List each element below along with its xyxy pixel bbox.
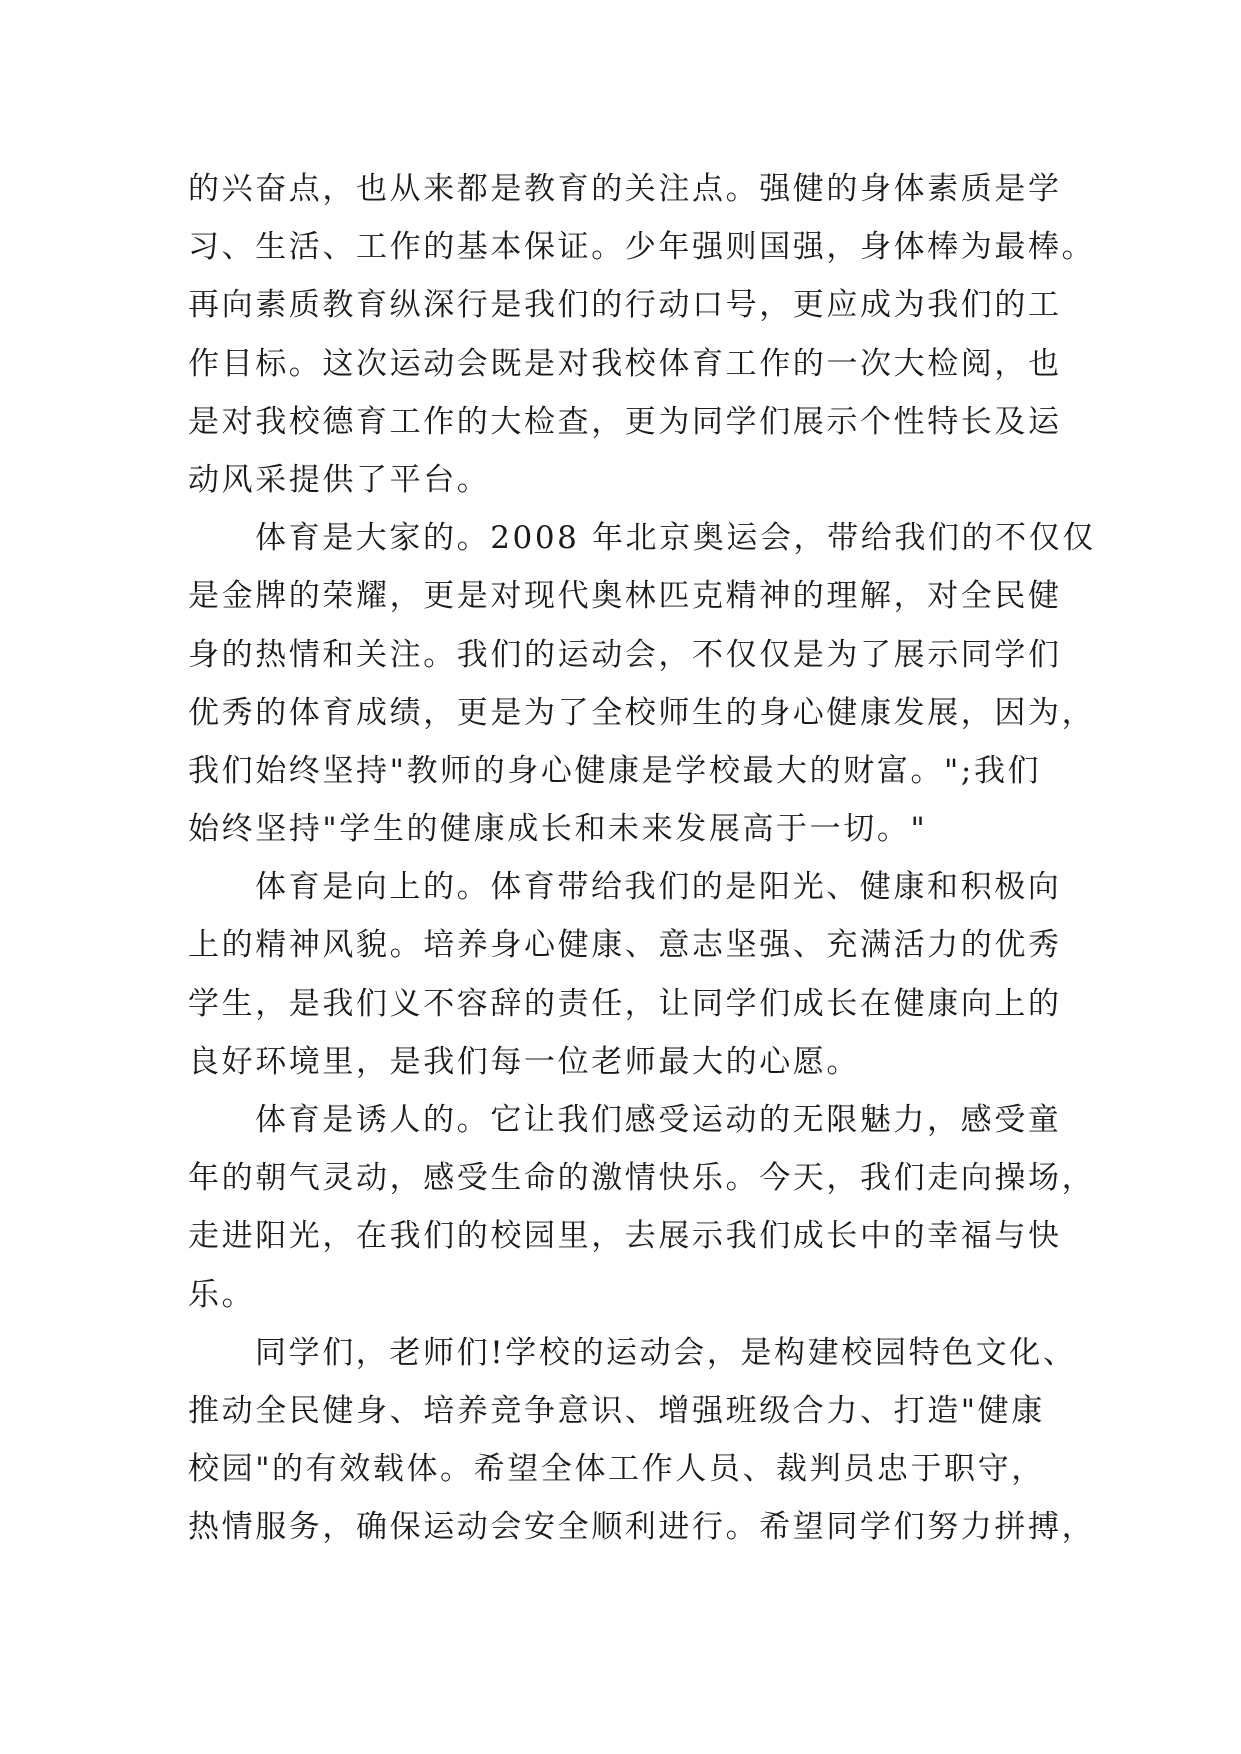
text-line: 始终坚持"学生的健康成长和未来发展高于一切。"	[188, 811, 928, 848]
text-line: 同学们，老师们!学校的运动会，是构建校园特色文化、	[255, 1334, 1077, 1371]
text-line: 是金牌的荣耀，更是对现代奥林匹克精神的理解，对全民健	[188, 578, 1062, 615]
paragraph-5	[188, 1324, 1096, 1557]
text-line: 动风采提供了平台。	[188, 461, 491, 498]
text-line: 体育是向上的。体育带给我们的是阳光、健康和积极向	[255, 869, 1062, 906]
paragraph-2	[188, 509, 1096, 858]
document-body	[188, 160, 1096, 1557]
text-line: 作目标。这次运动会既是对我校体育工作的一次大检阅，也	[188, 345, 1062, 382]
text-line: 优秀的体育成绩，更是为了全校师生的身心健康发展，因为，	[188, 694, 1096, 731]
text-line: 体育是大家的。2008 年北京奥运会，带给我们的不仅仅	[255, 520, 1096, 557]
text-line: 上的精神风貌。培养身心健康、意志坚强、充满活力的优秀	[188, 927, 1062, 964]
paragraph-3	[188, 858, 1068, 1091]
text-line: 我们始终坚持"教师的身心健康是学校最大的财富。";我们	[188, 752, 1042, 789]
text-line: 年的朝气灵动，感受生命的激情快乐。今天，我们走向操场，	[188, 1160, 1096, 1197]
text-line: 校园"的有效载体。希望全体工作人员、裁判员忠于职守，	[188, 1451, 1045, 1488]
text-line: 的兴奋点，也从来都是教育的关注点。强健的身体素质是学	[188, 171, 1062, 207]
text-line: 推动全民健身、培养竞争意识、增强班级合力、打造"健康	[188, 1392, 1045, 1429]
text-line: 良好环境里，是我们每一位老师最大的心愿。	[188, 1043, 860, 1080]
text-line: 体育是诱人的。它让我们感受运动的无限魅力，感受童	[255, 1102, 1062, 1138]
text-line: 习、生活、工作的基本保证。少年强则国强，身体棒为最棒。	[188, 229, 1096, 266]
text-line: 是对我校德育工作的大检查，更为同学们展示个性特长及运	[188, 403, 1062, 440]
paragraph-4	[188, 1091, 1096, 1324]
text-line: 再向素质教育纵深行是我们的行动口号，更应成为我们的工	[188, 287, 1062, 324]
paragraph-1	[188, 160, 1096, 509]
text-line: 乐。	[188, 1276, 256, 1313]
text-line: 学生，是我们义不容辞的责任，让同学们成长在健康向上的	[188, 985, 1062, 1022]
text-line: 走进阳光，在我们的校园里，去展示我们成长中的幸福与快	[188, 1218, 1062, 1255]
text-line: 身的热情和关注。我们的运动会，不仅仅是为了展示同学们	[188, 636, 1062, 673]
text-line: 热情服务，确保运动会安全顺利进行。希望同学们努力拼搏，	[188, 1509, 1096, 1546]
